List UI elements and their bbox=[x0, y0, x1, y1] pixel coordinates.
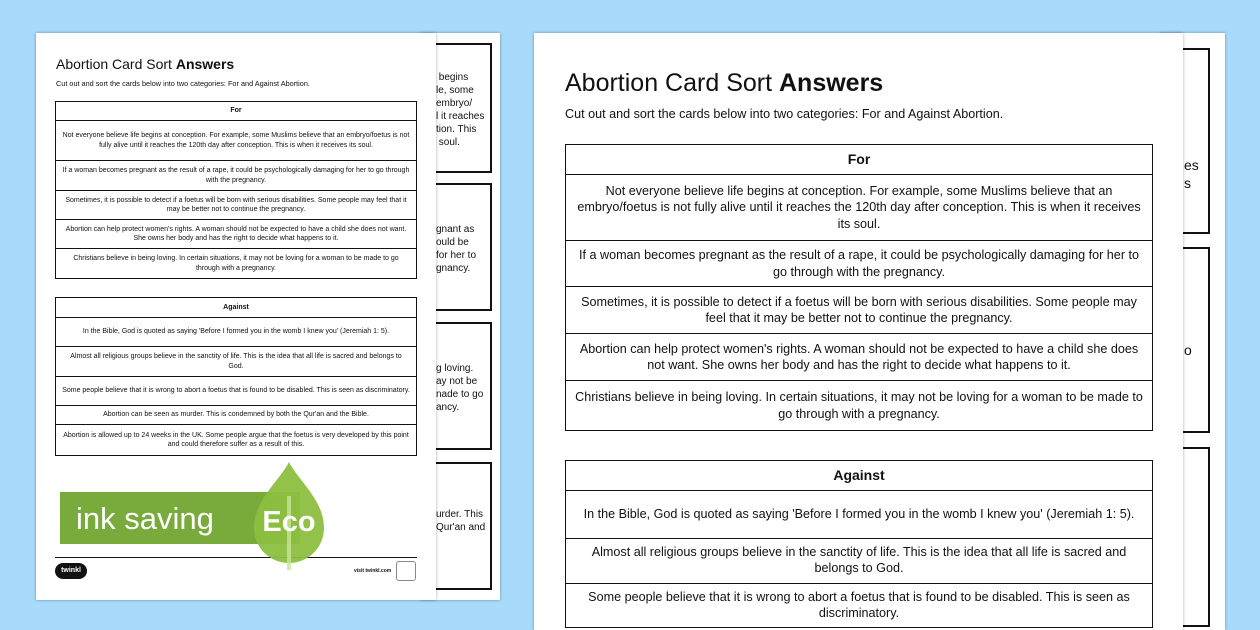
table-row: Abortion can help protect women's rights. A woman should not be expected to have a child she does not want. She owns her body and has the right to decide what happens to it. bbox=[56, 220, 417, 249]
eco-label: Eco bbox=[262, 506, 316, 538]
footer-divider bbox=[55, 557, 417, 558]
table-row: Not everyone believe life begins at conception. For example, some Muslims believe that an embryo/foetus is not fully alive until it reaches the 120th day after conception. This is when it receives its soul. bbox=[56, 121, 417, 161]
card-text: gnant as ould be for her to gnancy. bbox=[436, 224, 477, 274]
table-row: Abortion can be seen as murder. This is condemned by both the Qur'an and the Bible. bbox=[56, 406, 417, 425]
instructions: Cut out and sort the cards below into two categories: For and Against Abortion. bbox=[565, 107, 1004, 121]
card-text: g loving. ay not be nade to go ancy. bbox=[436, 363, 484, 413]
card-text: begins le, some embryo/ l it reaches tion. This soul. bbox=[436, 72, 485, 148]
table-row: Some people believe that it is wrong to abort a foetus that is found to be disabled. This is seen as discriminatory. bbox=[56, 377, 417, 406]
against-header: Against bbox=[566, 461, 1153, 491]
page-title bbox=[565, 69, 883, 98]
page-title bbox=[56, 56, 234, 72]
for-table bbox=[565, 144, 1153, 431]
title-text: Abortion Card Sort bbox=[565, 69, 779, 97]
table-row: Christians believe in being loving. In certain situations, it may not be loving for a woman to be made to go through with a pregnancy. bbox=[56, 249, 417, 279]
against-table bbox=[55, 297, 417, 456]
table-row: If a woman becomes pregnant as the result of a rape, it could be psychologically damaging for her to go through with the pregnancy. bbox=[566, 241, 1153, 287]
against-table bbox=[565, 460, 1153, 628]
title-text: Abortion Card Sort bbox=[56, 56, 176, 72]
for-table bbox=[55, 101, 417, 279]
table-row: In the Bible, God is quoted as saying 'Before I formed you in the womb I knew you' (Jeremiah 1: 5). bbox=[56, 318, 417, 347]
table-row: Christians believe in being loving. In certain situations, it may not be loving for a woman to be made to go through with a pregnancy. bbox=[566, 381, 1153, 431]
ink-saving-label: ink saving bbox=[76, 501, 214, 536]
worksheet-page-large bbox=[534, 33, 1183, 630]
card-text: es s bbox=[1184, 157, 1199, 192]
card-text: urder. This Qur'an and bbox=[436, 509, 486, 533]
table-row: Almost all religious groups believe in the sanctity of life. This is the idea that all life is sacred and belongs to God. bbox=[566, 539, 1153, 584]
twinkl-logo: twinkl bbox=[55, 563, 87, 579]
title-bold: Answers bbox=[779, 69, 884, 97]
instructions: Cut out and sort the cards below into two categories: For and Against Abortion. bbox=[56, 79, 310, 88]
eco-droplet-icon bbox=[250, 462, 328, 572]
table-row: Abortion can help protect women's rights. A woman should not be expected to have a child she does not want. She owns her body and has the right to decide what happens to it. bbox=[566, 334, 1153, 381]
badge-icon bbox=[396, 561, 416, 581]
table-row: Sometimes, it is possible to detect if a foetus will be born with serious disabilities. Some people may feel that it may be better not to continue the pregnancy. bbox=[566, 287, 1153, 334]
table-row: Some people believe that it is wrong to abort a foetus that is found to be disabled. This is seen as discriminatory. bbox=[566, 584, 1153, 628]
table-row: Almost all religious groups believe in the sanctity of life. This is the idea that all life is sacred and belongs to God. bbox=[56, 347, 417, 377]
table-row: In the Bible, God is quoted as saying 'Before I formed you in the womb I knew you' (Jeremiah 1: 5). bbox=[566, 491, 1153, 539]
against-header: Against bbox=[56, 298, 417, 318]
title-bold: Answers bbox=[175, 56, 235, 72]
card-text: o bbox=[1184, 342, 1192, 358]
table-row: Not everyone believe life begins at conception. For example, some Muslims believe that an embryo/foetus is not fully alive until it reaches the 120th day after conception. This is when it receives its soul. bbox=[566, 175, 1153, 241]
table-row: Sometimes, it is possible to detect if a foetus will be born with serious disabilities. Some people may feel that it may be better not to continue the pregnancy. bbox=[56, 191, 417, 220]
for-header: For bbox=[566, 145, 1153, 175]
table-row: If a woman becomes pregnant as the result of a rape, it could be psychologically damaging for her to go through with the pregnancy. bbox=[56, 161, 417, 191]
table-row: Abortion is allowed up to 24 weeks in the UK. Some people argue that the foetus is very developed by this point and could therefore suffer as a result of this. bbox=[56, 425, 417, 456]
footer-link[interactable]: visit twinkl.com bbox=[354, 568, 392, 574]
for-header: For bbox=[56, 102, 417, 121]
